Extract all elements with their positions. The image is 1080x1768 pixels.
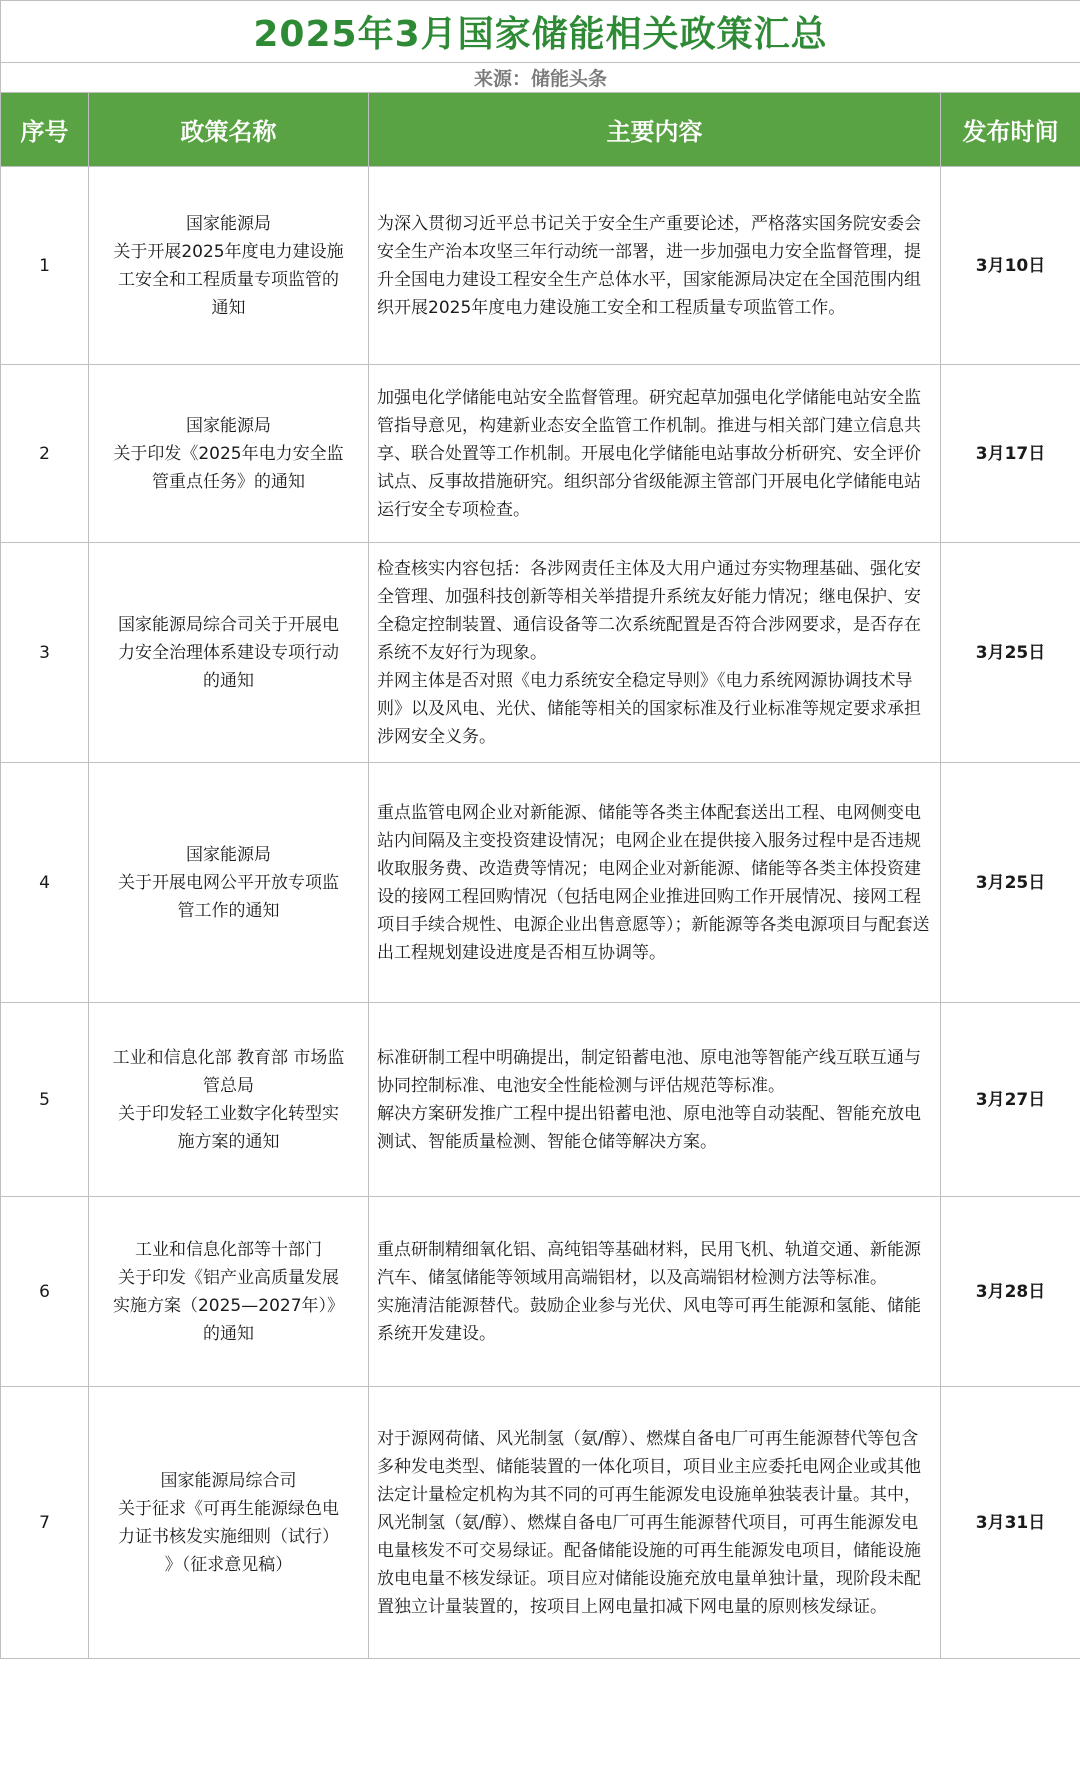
- policy-name: [89, 543, 369, 763]
- publish-date: 3月25日: [941, 543, 1080, 763]
- publish-date: 3月25日: [941, 763, 1080, 1003]
- policy-name-line: 》（征求意见稿）: [164, 1554, 293, 1575]
- content-paragraph: 解决方案研发推广工程中提出铅蓄电池、原电池等自动装配、智能充放电测试、智能质量检测、智能仓储等解决方案。: [377, 1103, 921, 1152]
- policy-name-line: 关于印发《2025年电力安全监: [113, 443, 344, 464]
- row-number: 1: [1, 167, 89, 365]
- content-paragraph: 并网主体是否对照《电力系统安全稳定导则》《电力系统网源协调技术导则》以及风电、光伏、储能等相关的国家标准及行业标准等规定要求承担涉网安全义务。: [377, 670, 921, 747]
- policy-name: [89, 365, 369, 543]
- table-row: [1, 365, 1080, 543]
- policy-name-line: 工业和信息化部 教育部 市场监: [112, 1047, 345, 1068]
- row-number: 4: [1, 763, 89, 1003]
- policy-content: [369, 543, 941, 763]
- policy-name-line: 关于开展电网公平开放专项监: [118, 872, 339, 893]
- policy-content: [369, 763, 941, 1003]
- table-row: [1, 1003, 1080, 1197]
- table-row: [1, 1387, 1080, 1659]
- policy-content: [369, 1003, 941, 1197]
- policy-name-line: 关于印发《铝产业高质量发展: [118, 1267, 339, 1288]
- policy-name-line: 国家能源局: [186, 844, 271, 865]
- row-number: 3: [1, 543, 89, 763]
- row-number: 7: [1, 1387, 89, 1659]
- policy-name-line: 力证书核发实施细则（试行）: [118, 1526, 339, 1547]
- policy-content: [369, 1387, 941, 1659]
- publish-date: 3月17日: [941, 365, 1080, 543]
- policy-name-line: 关于征求《可再生能源绿色电: [118, 1498, 339, 1519]
- policy-name-line: 实施方案（2025—2027年）》: [112, 1295, 345, 1316]
- table-row: [1, 167, 1080, 365]
- policy-name-line: 工安全和工程质量专项监管的: [118, 269, 339, 290]
- policy-name-line: 管工作的通知: [177, 900, 280, 921]
- policy-name: [89, 1197, 369, 1387]
- policy-name: [89, 763, 369, 1003]
- publish-date: 3月10日: [941, 167, 1080, 365]
- header-date: 发布时间: [941, 93, 1080, 167]
- policy-name-line: 的通知: [203, 670, 254, 691]
- policy-name-line: 国家能源局综合司: [160, 1470, 297, 1491]
- policy-name-line: 的通知: [203, 1323, 254, 1344]
- policy-content: [369, 167, 941, 365]
- table-header: [1, 93, 1080, 167]
- policy-name-line: 力安全治理体系建设专项行动: [118, 642, 339, 663]
- policy-content: [369, 365, 941, 543]
- policy-name: [89, 1003, 369, 1197]
- publish-date: 3月28日: [941, 1197, 1080, 1387]
- policy-name-line: 管总局: [203, 1075, 254, 1096]
- content-paragraph: 重点研制精细氧化铝、高纯铝等基础材料，民用飞机、轨道交通、新能源汽车、储氢储能等领域用高端铝材，以及高端铝材检测方法等标准。: [377, 1239, 921, 1288]
- row-number: 2: [1, 365, 89, 543]
- policy-name: [89, 167, 369, 365]
- source-label: 来源：储能头条: [1, 63, 1080, 93]
- policy-name-line: 关于开展2025年度电力建设施: [113, 241, 344, 262]
- content-paragraph: 为深入贯彻习近平总书记关于安全生产重要论述，严格落实国务院安委会安全生产治本攻坚三年行动统一部署，进一步加强电力安全监督管理，提升全国电力建设工程安全生产总体水平，国家能源局决定在全国范围内组织开展2025年度电力建设施工安全和工程质量专项监管工作。: [377, 213, 921, 318]
- content-paragraph: 加强电化学储能电站安全监督管理。研究起草加强电化学储能电站安全监管指导意见，构建新业态安全监管工作机制。推进与相关部门建立信息共享、联合处置等工作机制。开展电化学储能电站事故分析研究、安全评价试点、反事故措施研究。组织部分省级能源主管部门开展电化学储能电站运行安全专项检查。: [377, 387, 921, 520]
- policy-name: [89, 1387, 369, 1659]
- publish-date: 3月31日: [941, 1387, 1080, 1659]
- table-row: [1, 1197, 1080, 1387]
- row-number: 6: [1, 1197, 89, 1387]
- policy-name-line: 关于印发轻工业数字化转型实: [118, 1103, 339, 1124]
- policy-name-line: 国家能源局: [186, 213, 271, 234]
- policy-name-line: 施方案的通知: [177, 1131, 280, 1152]
- header-content: 主要内容: [369, 93, 941, 167]
- policy-name-line: 国家能源局: [186, 415, 271, 436]
- content-paragraph: 检查核实内容包括：各涉网责任主体及大用户通过夯实物理基础、强化安全管理、加强科技创新等相关举措提升系统友好能力情况；继电保护、安全稳定控制装置、通信设备等二次系统配置是否符合涉网要求，是否存在系统不友好行为现象。: [377, 558, 921, 663]
- row-number: 5: [1, 1003, 89, 1197]
- publish-date: 3月27日: [941, 1003, 1080, 1197]
- policy-name-line: 国家能源局综合司关于开展电: [118, 614, 339, 635]
- policy-content: [369, 1197, 941, 1387]
- table-row: [1, 763, 1080, 1003]
- content-paragraph: 对于源网荷储、风光制氢（氨/醇）、燃煤自备电厂可再生能源替代等包含多种发电类型、储能装置的一体化项目，项目业主应委托电网企业或其他法定计量检定机构为其不同的可再生能源发电设施单独装表计量。其中，风光制氢（氨/醇）、燃煤自备电厂可再生能源替代项目，可再生能源发电电量核发不可交易绿证。配备储能设施的可再生能源发电项目，储能设施放电电量不核发绿证。项目应对储能设施充放电量单独计量，现阶段未配置独立计量装置的，按项目上网电量扣减下网电量的原则核发绿证。: [377, 1428, 921, 1617]
- header-no: 序号: [1, 93, 89, 167]
- page-title: 2025年3月国家储能相关政策汇总: [1, 1, 1080, 63]
- policy-name-line: 管重点任务》的通知: [152, 471, 305, 492]
- content-paragraph: 实施清洁能源替代。鼓励企业参与光伏、风电等可再生能源和氢能、储能系统开发建设。: [377, 1295, 921, 1344]
- content-paragraph: 标准研制工程中明确提出，制定铅蓄电池、原电池等智能产线互联互通与协同控制标准、电池安全性能检测与评估规范等标准。: [377, 1047, 921, 1096]
- header-name: 政策名称: [89, 93, 369, 167]
- policy-name-line: 工业和信息化部等十部门: [135, 1239, 322, 1260]
- table-row: [1, 543, 1080, 763]
- content-paragraph: 重点监管电网企业对新能源、储能等各类主体配套送出工程、电网侧变电站内间隔及主变投资建设情况；电网企业在提供接入服务过程中是否违规收取服务费、改造费等情况；电网企业对新能源、储能等各类主体投资建设的接网工程回购情况（包括电网企业推进回购工作开展情况、接网工程项目手续合规性、电源企业出售意愿等）；新能源等各类电源项目与配套送出工程规划建设进度是否相互协调等。: [377, 802, 930, 963]
- policy-name-line: 通知: [211, 297, 246, 318]
